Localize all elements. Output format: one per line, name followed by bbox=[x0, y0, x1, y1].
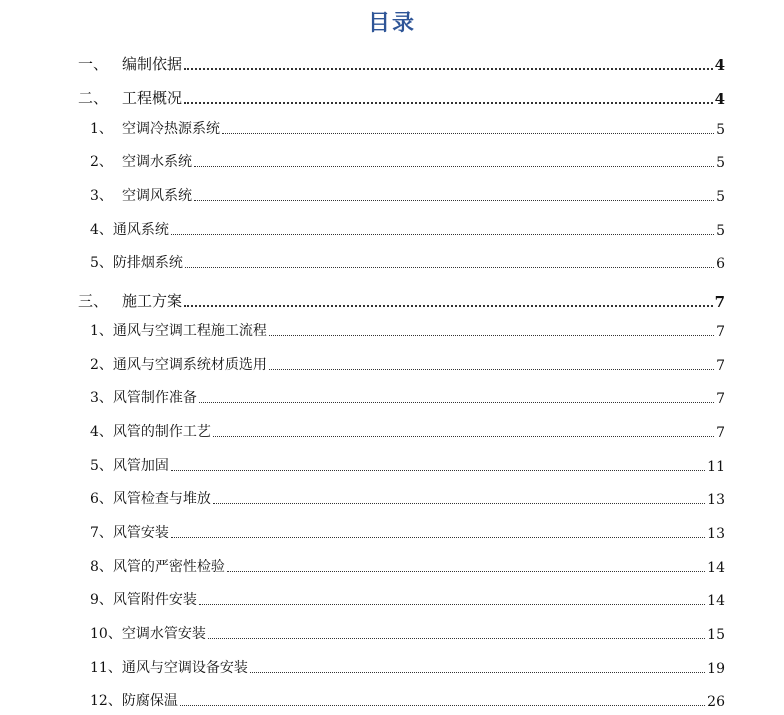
toc-entry-text: 空调水系统 bbox=[122, 154, 192, 170]
toc-leader-dots bbox=[184, 305, 713, 307]
toc-leader-dots bbox=[269, 335, 714, 336]
toc-entry-text: 空调水管安装 bbox=[121, 626, 206, 642]
toc-leader-dots bbox=[199, 604, 705, 605]
toc-entry-number: 5、 bbox=[90, 255, 113, 271]
toc-entry-page: 7 bbox=[716, 324, 725, 340]
toc-entry-page: 5 bbox=[716, 122, 725, 138]
toc-entry-text: 工程概况 bbox=[122, 89, 183, 107]
toc-entry[interactable] bbox=[90, 556, 725, 576]
toc-leader-dots bbox=[213, 503, 705, 504]
toc-entry-page: 15 bbox=[707, 627, 725, 643]
toc-entry[interactable] bbox=[90, 690, 725, 710]
toc-entry[interactable] bbox=[90, 118, 725, 138]
toc-entry-number: 1、 bbox=[90, 121, 113, 137]
toc-leader-dots bbox=[185, 267, 714, 268]
toc-entry-text: 风管加固 bbox=[112, 458, 169, 474]
toc-entry-page: 7 bbox=[716, 358, 725, 374]
toc-entry-number: 10、 bbox=[90, 626, 122, 642]
toc-entry-number: 8、 bbox=[90, 559, 113, 575]
toc-entry[interactable] bbox=[90, 589, 725, 609]
toc-entry-page: 5 bbox=[716, 223, 725, 239]
toc-entry[interactable] bbox=[90, 488, 725, 508]
toc-entry-number: 6、 bbox=[90, 491, 113, 507]
toc-leader-dots bbox=[171, 234, 714, 235]
toc-entry[interactable] bbox=[90, 354, 725, 374]
toc-title: 目录 bbox=[367, 10, 416, 36]
toc-leader-dots bbox=[184, 102, 713, 104]
toc-entry-page: 7 bbox=[716, 425, 725, 441]
toc-entry-text: 风管的严密性检验 bbox=[112, 559, 225, 575]
toc-entry-page: 7 bbox=[714, 293, 725, 311]
toc-entry-text: 编制依据 bbox=[122, 55, 183, 73]
toc-entry-page: 6 bbox=[716, 256, 725, 272]
toc-entry-number: 5、 bbox=[90, 458, 113, 474]
toc-entry[interactable] bbox=[78, 88, 725, 108]
toc-entry-page: 14 bbox=[707, 593, 725, 609]
toc-entry-text: 风管安装 bbox=[112, 525, 169, 541]
toc-entry[interactable] bbox=[90, 623, 725, 643]
toc-entry-number: 二、 bbox=[78, 89, 109, 107]
toc-entry-number: 4、 bbox=[90, 222, 113, 238]
toc-leader-dots bbox=[213, 436, 714, 437]
toc-entry-number: 3、 bbox=[90, 390, 113, 406]
toc-entry[interactable] bbox=[90, 522, 725, 542]
toc-leader-dots bbox=[222, 133, 714, 134]
toc-leader-dots bbox=[194, 166, 714, 167]
toc-leader-dots bbox=[250, 672, 705, 673]
toc-entry-page: 11 bbox=[707, 459, 725, 475]
toc-entry-page: 26 bbox=[707, 694, 725, 710]
toc-leader-dots bbox=[194, 200, 714, 201]
toc-entry-text: 风管的制作工艺 bbox=[112, 424, 211, 440]
toc-entry-number: 7、 bbox=[90, 525, 113, 541]
toc-entry-page: 13 bbox=[707, 492, 725, 508]
toc-entry-page: 4 bbox=[714, 56, 725, 74]
toc-entry-text: 风管附件安装 bbox=[112, 592, 197, 608]
toc-entry-number: 11、 bbox=[90, 660, 122, 676]
toc-entry-text: 施工方案 bbox=[122, 292, 183, 310]
toc-entry-number: 2、 bbox=[90, 154, 113, 170]
toc-entry[interactable] bbox=[90, 657, 725, 677]
toc-entry-text: 通风系统 bbox=[112, 222, 169, 238]
toc-entry-text: 通风与空调系统材质选用 bbox=[112, 357, 267, 373]
toc-leader-dots bbox=[171, 470, 705, 471]
toc-entry-text: 风管检查与堆放 bbox=[112, 491, 211, 507]
toc-entry-text: 空调冷热源系统 bbox=[122, 121, 220, 137]
toc-entry-number: 9、 bbox=[90, 592, 113, 608]
toc-entry-number: 3、 bbox=[90, 188, 113, 204]
toc-entry-page: 13 bbox=[707, 526, 725, 542]
toc-entry[interactable] bbox=[78, 291, 725, 311]
toc-entry-number: 一、 bbox=[78, 55, 109, 73]
toc-entry-page: 5 bbox=[716, 155, 725, 171]
toc-entry-page: 14 bbox=[707, 560, 725, 576]
toc-leader-dots bbox=[269, 369, 714, 370]
toc-entry-text: 风管制作准备 bbox=[112, 390, 197, 406]
toc-entry[interactable] bbox=[90, 455, 725, 475]
toc-leader-dots bbox=[180, 705, 705, 706]
toc-entry-page: 4 bbox=[714, 90, 725, 108]
toc-entry-number: 三、 bbox=[78, 292, 109, 310]
toc-entry-number: 2、 bbox=[90, 357, 113, 373]
toc-leader-dots bbox=[208, 638, 705, 639]
toc-entry[interactable] bbox=[90, 219, 725, 239]
toc-entry-text: 通风与空调设备安装 bbox=[121, 660, 248, 676]
toc-entry-page: 5 bbox=[716, 189, 725, 205]
toc-entry-number: 12、 bbox=[90, 693, 122, 709]
toc-leader-dots bbox=[171, 537, 705, 538]
toc-entry-text: 防腐保温 bbox=[121, 693, 178, 709]
toc-entry-page: 19 bbox=[707, 661, 725, 677]
toc-leader-dots bbox=[227, 571, 705, 572]
toc-entry[interactable] bbox=[90, 387, 725, 407]
toc-entry[interactable] bbox=[90, 252, 725, 272]
toc-entry[interactable] bbox=[78, 54, 725, 74]
toc-entry-number: 1、 bbox=[90, 323, 113, 339]
toc-entry-text: 防排烟系统 bbox=[112, 255, 183, 271]
toc-entry[interactable] bbox=[90, 320, 725, 340]
toc-entry[interactable] bbox=[90, 151, 725, 171]
toc-entry[interactable] bbox=[90, 185, 725, 205]
toc-entry-text: 空调风系统 bbox=[122, 188, 192, 204]
toc-entry-text: 通风与空调工程施工流程 bbox=[112, 323, 267, 339]
toc-leader-dots bbox=[184, 68, 713, 70]
toc-entry-number: 4、 bbox=[90, 424, 113, 440]
toc-leader-dots bbox=[199, 402, 714, 403]
toc-entry-page: 7 bbox=[716, 391, 725, 407]
toc-entry[interactable] bbox=[90, 421, 725, 441]
